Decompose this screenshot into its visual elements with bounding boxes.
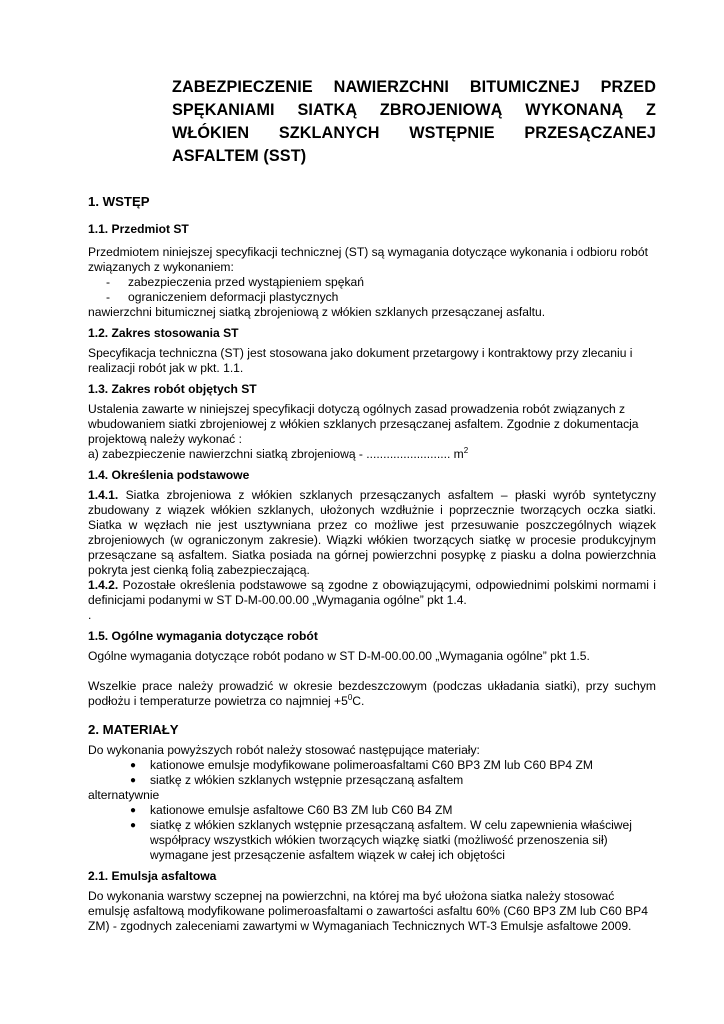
paragraph-text: Pozostałe określenia podstawowe są zgodne z obowiązującymi, odpowiednimi polskimi normami i definicjami podanymi w ST D-M-00.00.00 „Wymagania ogólne” pkt 1.4. bbox=[88, 578, 656, 607]
paragraph bbox=[88, 402, 656, 462]
paragraph: Do wykonania warstwy sczepnej na powierzchni, na której ma być ułożona siatka należy stosować emulsję asfaltową modyfikowane polimeroasfaltami o zawartości asfaltu 60% (C60 BP3 ZM lub C60 BP4 ZM) - zgodnych zaleceniami zawartymi w Wymaganiach Technicznych WT-3 Emulsje asfaltowe 2009. bbox=[88, 889, 648, 933]
paragraph-text: C. bbox=[352, 694, 365, 708]
list-item bbox=[88, 773, 656, 788]
paragraph: nawierzchni bitumicznej siatką zbrojeniową z włókien szklanych przesączanej asfaltu. bbox=[88, 305, 546, 319]
list-item-text: ograniczeniem deformacji plastycznych bbox=[128, 290, 339, 304]
subsection-1-1-heading: 1.1. Przedmiot ST bbox=[88, 222, 189, 236]
paragraph-number: 1.4.2. bbox=[88, 578, 119, 592]
paragraph bbox=[88, 679, 656, 709]
title-line: WŁÓKIEN SZKLANYCH WSTĘPNIE PRZESĄCZANEJ bbox=[172, 124, 656, 142]
list-item-text: kationowe emulsje asfaltowe C60 B3 ZM lub C60 B4 ZM bbox=[150, 803, 453, 817]
subsection-1-2-heading: 1.2. Zakres stosowania ST bbox=[88, 326, 239, 340]
text-line: Przedmiotem niniejszej specyfikacji technicznej (ST) są wymagania dotyczące wykonania i odbioru robót bbox=[88, 245, 648, 259]
superscript: 2 bbox=[463, 446, 469, 455]
text-line: projektową należy wykonać : bbox=[88, 432, 242, 446]
paragraph-text: Siatka zbrojeniowa z włókien szklanych przesączanych asfaltem – płaski wyrób syntetyczny zbudowany z wiązek włókien szklanych, ułożonych wzdłużnie i poprzecznie tworzących oczka siatki. Siatka w węzłach nie jest usztywniana przez co możliwe jest przesuwanie poszczególnych wiązek zbrojeniowych (w ograniczonym zakresie). Wiązki włókien tworzących siatkę w procesie produkcyjnym przesączane są asfaltem. Siatka posiada na górnej powierzchni posypkę z piasku a dolna powierzchnia pokryta jest cienką folią zabezpieczającą. bbox=[88, 488, 656, 577]
paragraph bbox=[88, 245, 656, 275]
paragraph bbox=[88, 578, 656, 608]
paragraph bbox=[88, 346, 656, 376]
dash-list bbox=[88, 275, 656, 305]
subsection-1-3-heading: 1.3. Zakres robót objętych ST bbox=[88, 382, 257, 396]
bullet-list bbox=[88, 758, 656, 788]
paragraph: Ogólne wymagania dotyczące robót podano w ST D-M-00.00.00 „Wymagania ogólne” pkt 1.5. bbox=[88, 649, 590, 663]
title-line: ASFALTEM (SST) bbox=[172, 147, 307, 165]
paragraph: Do wykonania powyższych robót należy stosować następujące materiały: bbox=[88, 743, 480, 757]
text-line: związanych z wykonaniem: bbox=[88, 260, 234, 274]
subsection-1-5-heading: 1.5. Ogólne wymagania dotyczące robót bbox=[88, 629, 318, 643]
list-item-text: zabezpieczenia przed wystąpieniem spękań bbox=[128, 275, 364, 289]
text-line: Specyfikacja techniczna (ST) jest stosowana jako dokument przetargowy i kontraktowy przy zlecaniu i bbox=[88, 346, 633, 360]
list-item bbox=[88, 290, 656, 305]
dash-marker: - bbox=[106, 275, 111, 289]
paragraph-text: Wszelkie prace należy prowadzić w okresie bezdeszczowym (podczas układania siatki), przy suchym podłożu i temperaturze powietrza co najmniej +5 bbox=[88, 679, 656, 708]
bullet-list bbox=[88, 803, 656, 863]
text-line: a) zabezpieczenie nawierzchni siatką zbrojeniową - ......................... m bbox=[88, 447, 464, 461]
text-line: realizacji robót jak w pkt. 1.1. bbox=[88, 361, 244, 375]
text-line: Ustalenia zawarte w niniejszej specyfikacji dotyczą ogólnych zasad prowadzenia robót związanych z bbox=[88, 402, 626, 416]
list-item-text: siatkę z włókien szklanych wstępnie przesączaną asfaltem. W celu zapewnienia właściwej współpracy wszystkich włókien tworzących wiązkę siatki (możliwość przenoszenia sił) wymagane jest przesączenie asfaltem wiązek w całej ich objętości bbox=[150, 818, 632, 862]
list-item-text: kationowe emulsje modyfikowane polimeroasfaltami C60 BP3 ZM lub C60 BP4 ZM bbox=[150, 758, 593, 772]
title-line: ZABEZPIECZENIE NAWIERZCHNI BITUMICZNEJ PRZED bbox=[172, 78, 656, 96]
stray-dot: . bbox=[88, 608, 92, 622]
subsection-2-1-heading: 2.1. Emulsja asfaltowa bbox=[88, 869, 217, 883]
bullet-marker: ● bbox=[130, 805, 137, 816]
list-item bbox=[88, 275, 656, 290]
paragraph-number: 1.4.1. bbox=[88, 488, 119, 502]
document-body bbox=[88, 194, 656, 934]
paragraph bbox=[88, 488, 656, 578]
list-item bbox=[88, 818, 656, 863]
subsection-1-4-heading: 1.4. Określenia podstawowe bbox=[88, 468, 250, 482]
paragraph: alternatywnie bbox=[88, 788, 160, 802]
title-line: SPĘKANIAMI SIATKĄ ZBROJENIOWĄ WYKONANĄ Z bbox=[172, 101, 656, 119]
list-item-text: siatkę z włókien szklanych wstępnie przesączaną asfaltem bbox=[150, 773, 464, 787]
text-line: wbudowaniem siatki zbrojeniowej z włókien szklanych przesączanej asfaltem. Zgodnie z dokumentacja bbox=[88, 417, 639, 431]
superscript: 0 bbox=[347, 693, 353, 702]
section-1-heading: 1. WSTĘP bbox=[88, 194, 150, 209]
dash-marker: - bbox=[106, 290, 111, 304]
section-2-heading: 2. MATERIAŁY bbox=[88, 722, 179, 737]
document-title bbox=[172, 76, 656, 168]
bullet-marker: ● bbox=[130, 775, 137, 786]
list-item bbox=[88, 758, 656, 773]
bullet-marker: ● bbox=[130, 820, 137, 831]
list-item bbox=[88, 803, 656, 818]
bullet-marker: ● bbox=[130, 760, 137, 771]
